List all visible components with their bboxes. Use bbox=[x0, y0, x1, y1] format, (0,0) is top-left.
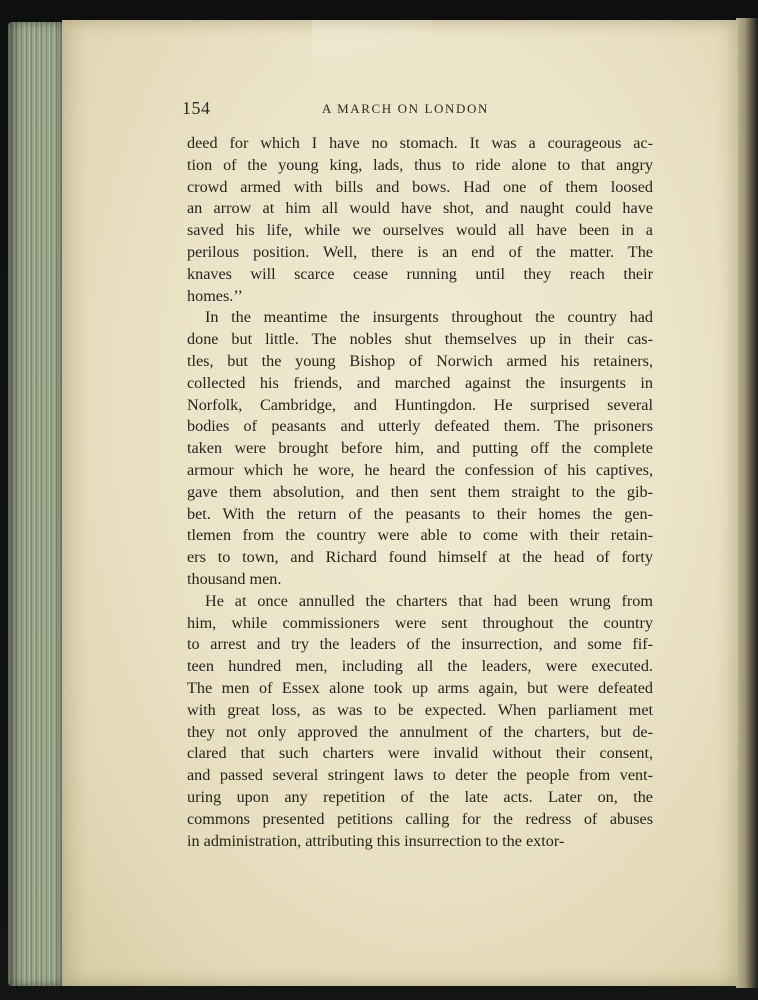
text-line: with great loss, as was to be expected. When parliament met bbox=[187, 700, 653, 719]
text-line: collected his friends, and marched against the insurgents in bbox=[187, 373, 653, 392]
text-line: In the meantime the insurgents throughout the country had bbox=[205, 308, 653, 327]
text-line: done but little. The nobles shut themselves up in their cas- bbox=[187, 330, 653, 349]
text-line: taken were brought before him, and putting off the complete bbox=[187, 439, 653, 458]
text-line: ers to town, and Richard found himself at the head of forty bbox=[187, 548, 653, 567]
text-line: Norfolk, Cambridge, and Huntingdon. He surprised several bbox=[187, 395, 653, 414]
text-line: thousand men. bbox=[187, 569, 282, 588]
text-line: saved his life, while we ourselves would all have been in a bbox=[187, 221, 653, 240]
body-text bbox=[187, 133, 653, 852]
text-line: perilous position. Well, there is an end of the matter. The bbox=[187, 242, 653, 261]
page-edges bbox=[8, 22, 64, 986]
page-number: 154 bbox=[182, 98, 211, 118]
text-line: tlemen from the country were able to come with their retain- bbox=[187, 526, 653, 545]
text-line: they not only approved the annulment of the charters, but de- bbox=[187, 722, 653, 741]
text-line: to arrest and try the leaders of the insurrection, and some fif- bbox=[187, 635, 653, 654]
paragraph bbox=[187, 591, 653, 853]
text-line: him, while commissioners were sent throughout the country bbox=[187, 613, 653, 632]
running-head: A MARCH ON LONDON bbox=[322, 101, 489, 116]
text-line: gave them absolution, and then sent them straight to the gib- bbox=[187, 482, 653, 501]
paragraph bbox=[187, 307, 653, 590]
text-line: in administration, attributing this insurrection to the extor- bbox=[187, 831, 565, 850]
text-line: knaves will scarce cease running until they reach their bbox=[187, 264, 653, 283]
text-line: commons presented petitions calling for the redress of abuses bbox=[187, 809, 653, 828]
text-line: clared that such charters were invalid without their consent, bbox=[187, 744, 653, 763]
text-line: an arrow at him all would have shot, and naught could have bbox=[187, 199, 653, 218]
text-line: uring upon any repetition of the late acts. Later on, the bbox=[187, 787, 653, 806]
paragraph bbox=[187, 133, 653, 307]
text-line: crowd armed with bills and bows. Had one of them loosed bbox=[187, 177, 653, 196]
text-line: The men of Essex alone took up arms again, but were defeated bbox=[187, 678, 653, 697]
text-line: homes.’’ bbox=[187, 286, 243, 305]
text-line: tion of the young king, lads, thus to ride alone to that angry bbox=[187, 155, 653, 174]
right-page-edge bbox=[736, 18, 758, 988]
text-line: armour which he wore, he heard the confession of his captives, bbox=[187, 460, 653, 479]
text-line: teen hundred men, including all the leaders, were executed. bbox=[187, 657, 653, 676]
text-line: tles, but the young Bishop of Norwich armed his retainers, bbox=[187, 351, 653, 370]
text-line: He at once annulled the charters that had been wrung from bbox=[205, 591, 653, 610]
text-line: and passed several stringent laws to deter the people from vent- bbox=[187, 766, 653, 785]
page-header bbox=[182, 98, 652, 124]
text-line: deed for which I have no stomach. It was a courageous ac- bbox=[187, 134, 653, 152]
text-line: bet. With the return of the peasants to their homes the gen- bbox=[187, 504, 653, 523]
text-line: bodies of peasants and utterly defeated them. The prisoners bbox=[187, 417, 653, 436]
